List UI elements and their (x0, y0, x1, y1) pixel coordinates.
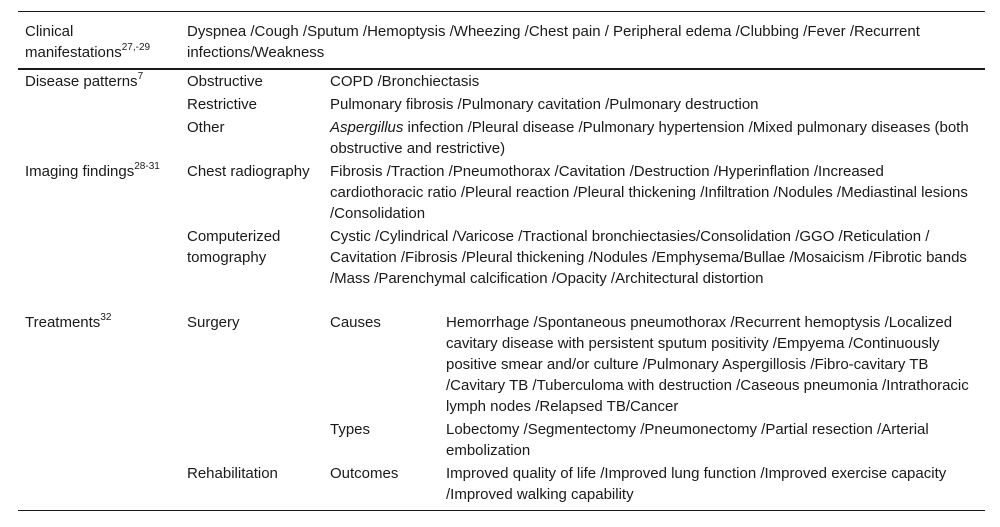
pattern-restrictive: Restrictive (187, 96, 258, 113)
surgery-types-label: Types (330, 421, 371, 438)
table-header-rule (18, 68, 985, 70)
italic-term: Aspergillus (330, 119, 404, 136)
reference-superscript: 28-31 (134, 161, 160, 172)
imaging-findings-label: Imaging findings$^{28-31}$ (25, 161, 160, 180)
surgery-causes-text: Hemorrhage /Spontaneous pneumothorax /Recurrent hemoptysis /Localized cavitary disease with persistent sputum positivity /Empyema /Continuously positive smear and/or culture /Pulmonary Aspergillosis /Fibro-cavitary TB /Cavitary TB /Tuberculoma with destruction /Caseous pneumonia /Intrathoracic lymph nodes /Relapsed TB/Cancer (446, 314, 969, 415)
rehab-outcomes-label: Outcomes (330, 465, 399, 482)
pattern-other-text: Aspergillus infection /Pleural disease /Pulmonary hypertension /Mixed pulmonary diseases (both obstructive and restrictive) (330, 119, 969, 157)
surgery-types-text: Lobectomy /Segmentectomy /Pneumonectomy /Partial resection /Arterial embolization (446, 421, 929, 459)
rehab-outcomes-text: Improved quality of life /Improved lung function /Improved exercise capacity /Improved walking capability (446, 465, 947, 503)
imaging-chest-radiography-text: Fibrosis /Traction /Pneumothorax /Cavitation /Destruction /Hyperinflation /Increased cardiothoracic ratio /Pleural reaction /Pleural thickening /Infiltration /Nodules /Mediastinal lesions /Consolidation (330, 163, 968, 222)
clinical-manifestations-text: Dyspnea /Cough /Sputum /Hemoptysis /Wheezing /Chest pain / Peripheral edema /Clubbing /Fever /Recurrent infections/Weakness (187, 23, 920, 61)
table-bottom-rule (18, 510, 985, 511)
clinical-manifestations-label: Clinical manifestations$^{27,-29}$ (25, 23, 151, 61)
pattern-other: Other (187, 119, 225, 136)
pattern-obstructive-text: COPD /Bronchiectasis (330, 73, 480, 90)
table-top-rule (18, 11, 985, 12)
disease-patterns-label: Disease patterns$^7$ (25, 71, 144, 90)
imaging-chest-radiography: Chest radiography (187, 163, 310, 180)
imaging-computerized-tomography-text: Cystic /Cylindrical /Varicose /Tractional bronchiectasies/Consolidation /GGO /Reticulation / Cavitation /Fibrosis /Pleural thickening /Nodules /Emphysema/Bullae /Mosaicism /Fibrotic bands /Mass /Parenchymal calcification /Opacity /Architectural distortion (330, 228, 967, 287)
pattern-obstructive: Obstructive (187, 73, 263, 90)
surgery-causes-label: Causes (330, 314, 381, 331)
pattern-restrictive-text: Pulmonary fibrosis /Pulmonary cavitation /Pulmonary destruction (330, 96, 759, 113)
reference-superscript: 27,-29 (121, 42, 151, 53)
reference-superscript: 32 (100, 312, 112, 323)
treatment-surgery: Surgery (187, 314, 240, 331)
reference-superscript: 7 (137, 71, 144, 82)
treatment-rehabilitation: Rehabilitation (187, 465, 278, 482)
treatments-label: Treatments$^{32}$ (25, 312, 112, 331)
imaging-computerized-tomography: Computerized tomography (187, 228, 281, 266)
